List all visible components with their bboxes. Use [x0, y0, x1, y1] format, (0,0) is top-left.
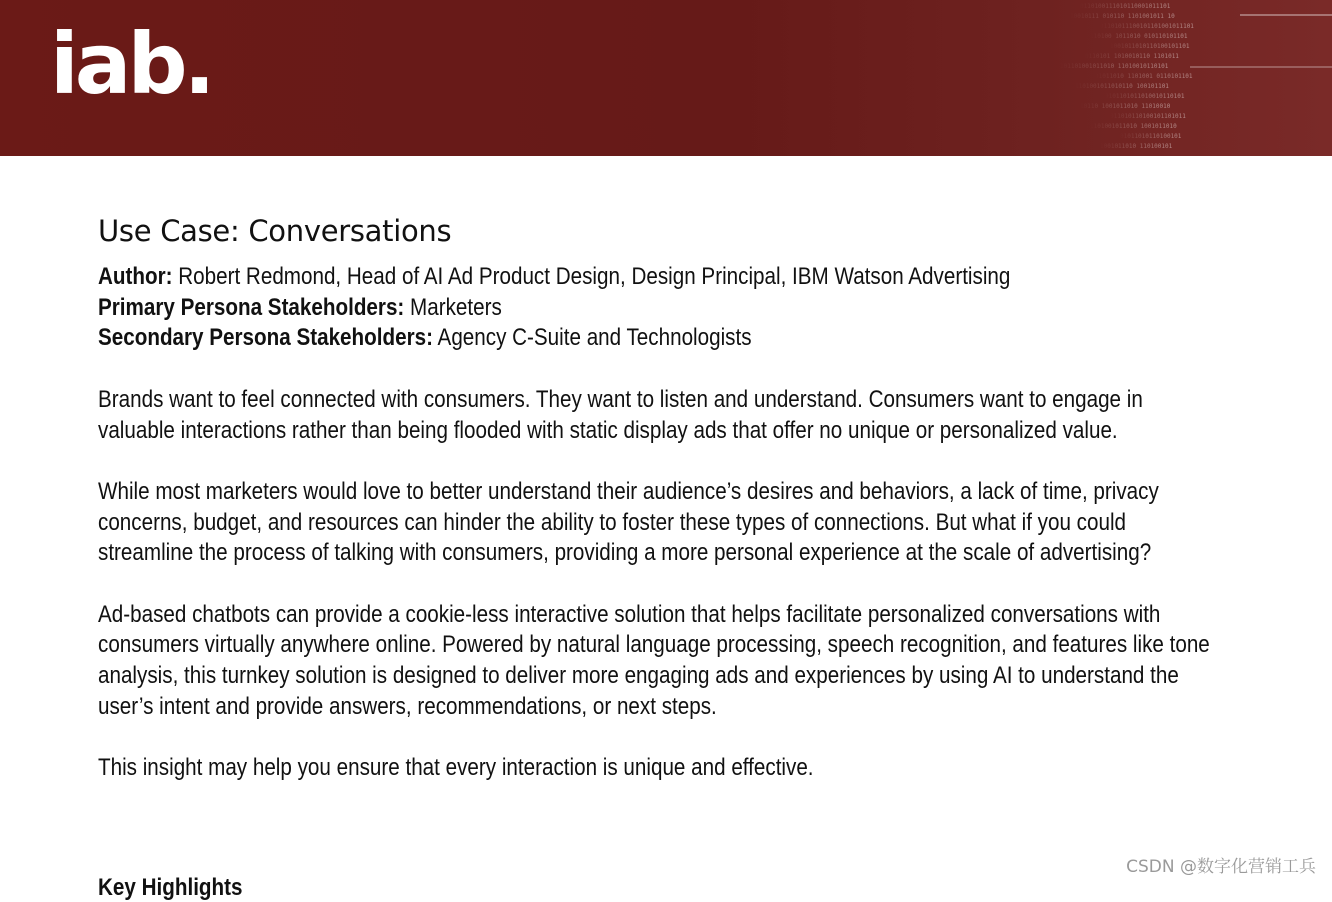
paragraph: Ad-based chatbots can provide a cookie-less interactive solution that helps facilitate personalized conversations with consumers virtually anywhere online. Powered by natural language processing, speech recognition, and features like tone analysis, this turnkey solution is designed to deliver more engaging ads and experiences by using AI to understand the user’s intent and provide answers, recommendations, or next steps.: [98, 600, 1210, 720]
author-line: [98, 262, 1233, 293]
svg-text:110100 1011010 010110101101: 110100 1011010 010110101101: [1090, 33, 1188, 40]
document-body: [98, 214, 1238, 784]
section-heading: Key Highlights: [98, 874, 243, 901]
svg-text:10010111 010110 1101001011 10: 10010111 010110 1101001011 10: [1070, 13, 1175, 20]
iab-logo: iab.: [50, 15, 212, 113]
svg-text:1001011010110100101101: 1001011010110100101101: [1110, 43, 1190, 50]
binary-digits-pattern: [1040, 0, 1332, 156]
svg-text:011010110100101101011: 011010110100101101011: [1110, 113, 1186, 120]
author-value: Robert Redmond, Head of AI Ad Product Design, Design Principal, IBM Watson Advertising: [178, 263, 1011, 290]
primary-stakeholders-label: Primary Persona Stakeholders:: [98, 293, 405, 321]
svg-text:1101001011010 1001011010: 1101001011010 1001011010: [1090, 123, 1177, 130]
svg-text:1101001011010110 100101101: 1101001011010110 100101101: [1075, 83, 1169, 90]
secondary-stakeholders-value: Agency C-Suite and Technologists: [437, 324, 752, 352]
paragraph: This insight may help you ensure that every interaction is unique and effective.: [98, 754, 814, 782]
svg-text:10110 1001011010 11010010: 10110 1001011010 11010010: [1080, 103, 1171, 110]
meta-block: [98, 262, 1233, 354]
header-banner: [0, 0, 1332, 156]
svg-text:0110100111010110001011101: 0110100111010110001011101: [1080, 3, 1171, 10]
svg-text:01011010 1101001 0110101101: 01011010 1101001 0110101101: [1095, 73, 1193, 80]
svg-text:1001011010 110100101: 1001011010 110100101: [1100, 143, 1173, 150]
svg-text:01011010110100101: 01011010110100101: [1120, 133, 1182, 140]
svg-text:0110101 1010010110 1101011: 0110101 1010010110 1101011: [1085, 53, 1179, 60]
paragraph: Brands want to feel connected with consumers. They want to listen and understand. Consumers want to engage in valuable interactions rather than being flooded with static display ads that offer no unique or personalized value.: [98, 385, 1143, 444]
svg-text:101101001011010 11010010110101: 101101001011010 11010010110101: [1060, 63, 1169, 70]
page-title: Use Case: Conversations: [98, 214, 452, 248]
primary-stakeholders-value: Marketers: [410, 293, 502, 321]
paragraph: While most marketers would love to better understand their audience’s desires and behaviors, a lack of time, privacy concerns, budget, and resources can hinder the ability to foster these types of connections. But what if you could streamline the process of talking with consumers, providing a more personal experience at the scale of advertising?: [98, 477, 1159, 567]
svg-text:01101011100101101001011101: 01101011100101101001011101: [1100, 23, 1194, 30]
primary-stakeholders-line: [98, 293, 1233, 324]
secondary-stakeholders-line: [98, 323, 1233, 354]
author-label: Author:: [98, 263, 173, 290]
secondary-stakeholders-label: Secondary Persona Stakeholders:: [98, 324, 433, 352]
watermark: CSDN @数字化营销工兵: [1126, 852, 1316, 877]
svg-text:0101101011010010110101: 0101101011010010110101: [1105, 93, 1185, 100]
